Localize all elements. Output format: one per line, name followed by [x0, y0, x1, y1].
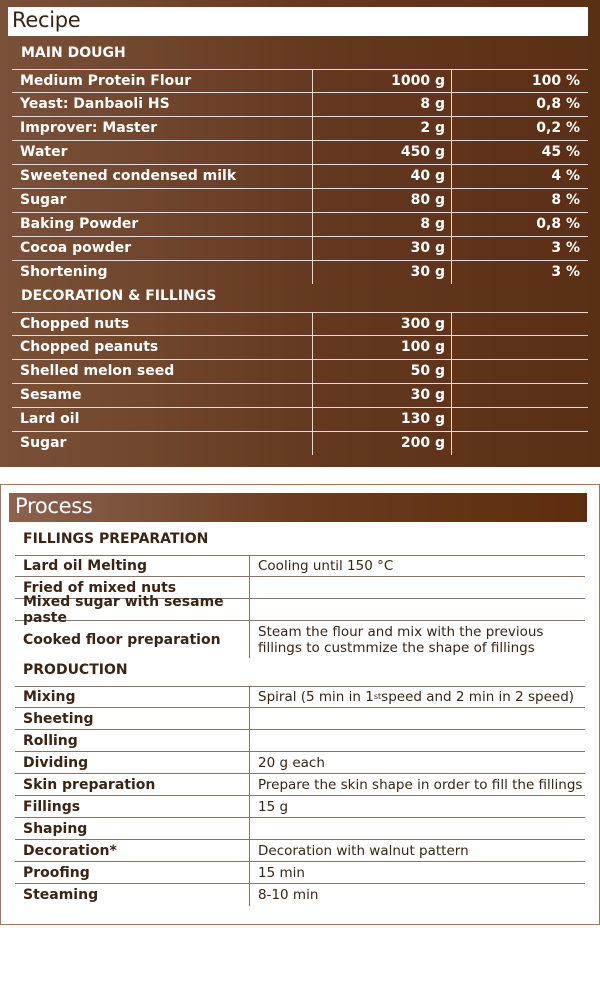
process-detail: Prepare the skin shape in order to fill the fillings	[249, 774, 585, 795]
recipe-panel	[0, 0, 600, 467]
ingredient-percent: 4 %	[451, 165, 588, 188]
ingredient-percent	[451, 360, 588, 383]
process-detail	[249, 730, 585, 751]
recipe-title-bar	[8, 7, 588, 36]
section-heading-decoration-fillings: DECORATION & FILLINGS	[21, 288, 217, 304]
process-step: Rolling	[23, 732, 78, 749]
process-step: Shaping	[23, 820, 88, 837]
ingredient-percent: 8 %	[451, 189, 588, 212]
ingredient-amount: 50 g	[312, 360, 451, 383]
ingredient-name: Sesame	[20, 387, 82, 403]
section-heading-fillings-preparation: FILLINGS PREPARATION	[23, 531, 209, 547]
ingredient-amount: 80 g	[312, 189, 451, 212]
ingredient-name: Lard oil	[20, 411, 80, 427]
ingredient-name: Shortening	[20, 264, 108, 280]
ingredient-percent: 0,8 %	[451, 213, 588, 236]
table-row	[15, 752, 585, 774]
table-row	[12, 69, 588, 93]
ingredient-name: Improver: Master	[20, 120, 158, 136]
process-step: Steaming	[23, 887, 99, 903]
table-row	[15, 555, 585, 577]
table-row	[12, 93, 588, 117]
process-step: Decoration*	[23, 842, 117, 859]
table-row	[15, 818, 585, 840]
table-row	[15, 730, 585, 752]
table-row	[12, 360, 588, 384]
table-row	[15, 796, 585, 818]
table-row	[15, 686, 585, 708]
ingredient-name: Medium Protein Flour	[20, 73, 192, 89]
table-row	[15, 884, 585, 906]
process-step: Fillings	[23, 798, 81, 815]
ingredient-amount: 450 g	[312, 141, 451, 164]
process-step: Mixing	[23, 689, 76, 705]
process-step: Lard oil Melting	[23, 558, 147, 574]
process-detail	[249, 599, 585, 620]
table-row	[12, 384, 588, 408]
process-detail: 15 min	[249, 862, 585, 883]
ingredient-amount: 8 g	[312, 93, 451, 116]
ingredient-amount: 300 g	[312, 313, 451, 336]
ingredient-amount: 100 g	[312, 336, 451, 359]
ingredient-percent	[451, 384, 588, 407]
ingredient-percent: 0,8 %	[451, 93, 588, 116]
ingredient-percent: 45 %	[451, 141, 588, 164]
ingredient-name: Baking Powder	[20, 216, 139, 232]
process-title: Process	[15, 494, 93, 518]
process-step: Dividing	[23, 754, 89, 771]
ingredient-name: Yeast: Danbaoli HS	[20, 96, 170, 112]
process-detail: 20 g each	[249, 752, 585, 773]
ingredient-amount: 1000 g	[312, 70, 451, 93]
ingredient-name: Chopped peanuts	[20, 339, 159, 355]
table-row	[15, 593, 585, 626]
table-row	[12, 336, 588, 360]
table-row	[12, 189, 588, 213]
table-row	[15, 774, 585, 796]
process-step: Cooked floor preparation	[23, 631, 221, 648]
table-row	[15, 621, 585, 658]
process-detail: 15 g	[249, 796, 585, 817]
process-step: Proofing	[23, 864, 90, 881]
process-title-bar	[9, 493, 587, 522]
ingredient-amount: 30 g	[312, 237, 451, 260]
table-row	[12, 165, 588, 189]
ingredient-amount: 30 g	[312, 384, 451, 407]
ingredient-name: Chopped nuts	[20, 316, 130, 332]
process-detail-part: speed and 2 min in 2 speed)	[381, 689, 575, 705]
process-detail: Steam the flour and mix with the previous fillings to custmmize the shape of fillings	[249, 621, 585, 658]
ingredient-percent: 3 %	[451, 261, 588, 284]
ingredient-percent	[451, 432, 588, 455]
ingredient-name: Shelled melon seed	[20, 363, 175, 379]
ingredient-name: Sweetened condensed milk	[20, 168, 237, 184]
ingredient-percent: 100 %	[451, 70, 588, 93]
table-row	[15, 708, 585, 730]
ingredient-percent: 3 %	[451, 237, 588, 260]
ingredient-name: Water	[20, 144, 68, 160]
process-detail	[249, 818, 585, 839]
table-row	[12, 432, 588, 456]
process-detail: Spiral (5 min in 1 st speed and 2 min in 2 speed)	[249, 687, 585, 707]
process-detail-part: Spiral (5 min in 1	[258, 689, 374, 705]
table-row	[12, 408, 588, 432]
section-heading-production: PRODUCTION	[23, 662, 128, 678]
ingredient-name: Sugar	[20, 192, 67, 208]
table-row	[12, 237, 588, 261]
ingredient-amount: 40 g	[312, 165, 451, 188]
process-step: Mixed sugar with sesame paste	[23, 593, 224, 626]
process-panel	[0, 484, 600, 925]
process-detail: Decoration with walnut pattern	[249, 840, 585, 861]
process-detail	[249, 577, 585, 598]
table-row	[15, 840, 585, 862]
process-step: Fried of mixed nuts	[23, 579, 177, 596]
ingredient-amount: 30 g	[312, 261, 451, 284]
ingredient-percent	[451, 408, 588, 431]
ingredient-percent	[451, 313, 588, 336]
ingredient-amount: 8 g	[312, 213, 451, 236]
process-detail: 8-10 min	[249, 884, 585, 906]
table-row	[15, 862, 585, 884]
ingredient-name: Cocoa powder	[20, 240, 132, 256]
process-detail	[249, 708, 585, 729]
table-row	[12, 312, 588, 336]
process-detail: Cooling until 150 °C	[249, 556, 585, 576]
process-step: Skin preparation	[23, 776, 156, 793]
process-step: Sheeting	[23, 710, 94, 727]
ingredient-name: Sugar	[20, 435, 67, 451]
section-heading-main-dough: MAIN DOUGH	[21, 45, 126, 61]
ingredient-percent	[451, 336, 588, 359]
ingredient-percent: 0,2 %	[451, 117, 588, 140]
ingredient-amount: 200 g	[312, 432, 451, 455]
ingredient-amount: 2 g	[312, 117, 451, 140]
recipe-title: Recipe	[12, 8, 81, 32]
ingredient-amount: 130 g	[312, 408, 451, 431]
table-row	[12, 141, 588, 165]
table-row	[12, 117, 588, 141]
table-row	[12, 213, 588, 237]
table-row	[12, 261, 588, 285]
